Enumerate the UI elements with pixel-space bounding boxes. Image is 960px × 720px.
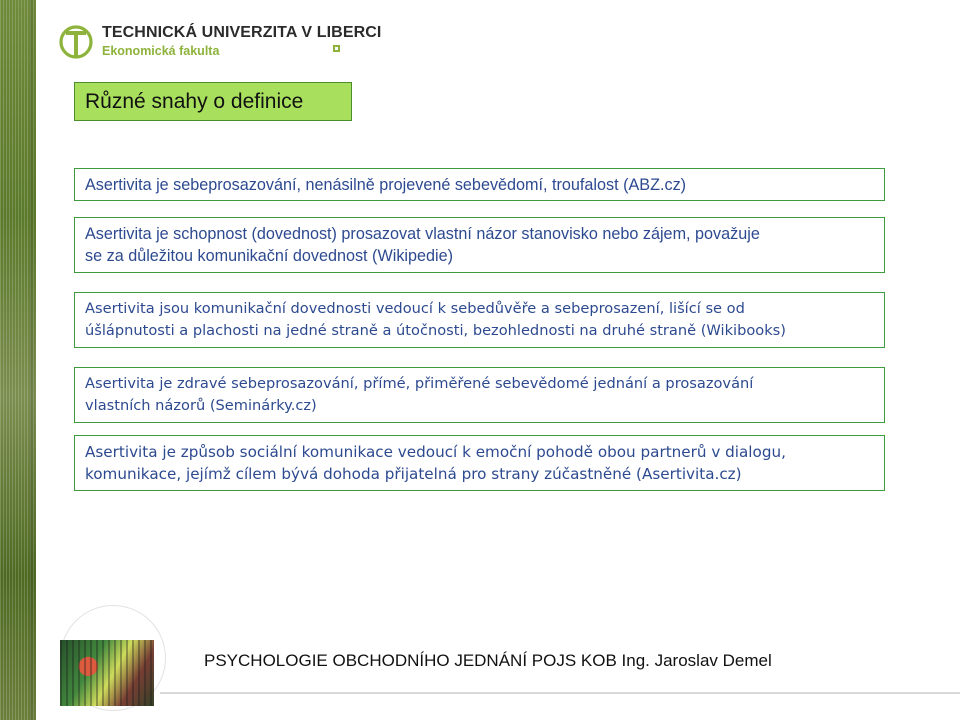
slide-title: Různé snahy o definice [74,82,352,121]
definition-line: úšlápnutosti a plachosti na jedné straně a útočnosti, bezohlednosti na druhé straně (Wikibooks) [85,322,786,339]
university-name: TECHNICKÁ UNIVERZITA V LIBERCI [102,24,382,41]
definition-line: se za důležitou komunikační dovednost (Wikipedie) [85,247,454,265]
definition-line: komunikace, jejímž cílem bývá dohoda přijatelná pro strany zúčastněné (Asertivita.cz) [85,465,742,483]
definition-line: Asertivita je schopnost (dovednost) prosazovat vlastní názor stanovisko nebo zájem, považuje [85,225,760,243]
decorative-photo [60,640,154,706]
definition-line: vlastních názorů (Seminárky.cz) [85,397,317,414]
definition-box [74,168,885,201]
footer-text: PSYCHOLOGIE OBCHODNÍHO JEDNÁNÍ POJS KOB Ing. Jaroslav Demel [204,651,772,670]
definition-box [74,217,885,273]
decorative-side-stripe [0,0,36,720]
footer-divider [160,692,960,694]
university-logo [58,22,382,66]
definition-line: Asertivita je způsob sociální komunikace vedoucí k emoční pohodě obou partnerů v dialogu, [85,443,786,461]
logo-square-mark [333,45,340,52]
definition-line: Asertivita jsou komunikační dovednosti vedoucí k sebedůvěře a sebeprosazení, lišící se od [85,300,745,317]
definition-box [74,435,885,491]
faculty-name: Ekonomická fakulta [102,44,220,58]
tul-logo-icon [58,22,94,62]
definition-box [74,367,885,423]
definition-line: Asertivita je sebeprosazování, nenásilně projevené sebevědomí, troufalost (ABZ.cz) [85,175,687,194]
definition-box [74,292,885,348]
definition-line: Asertivita je zdravé sebeprosazování, přímé, přiměřené sebevědomé jednání a prosazování [85,375,754,392]
